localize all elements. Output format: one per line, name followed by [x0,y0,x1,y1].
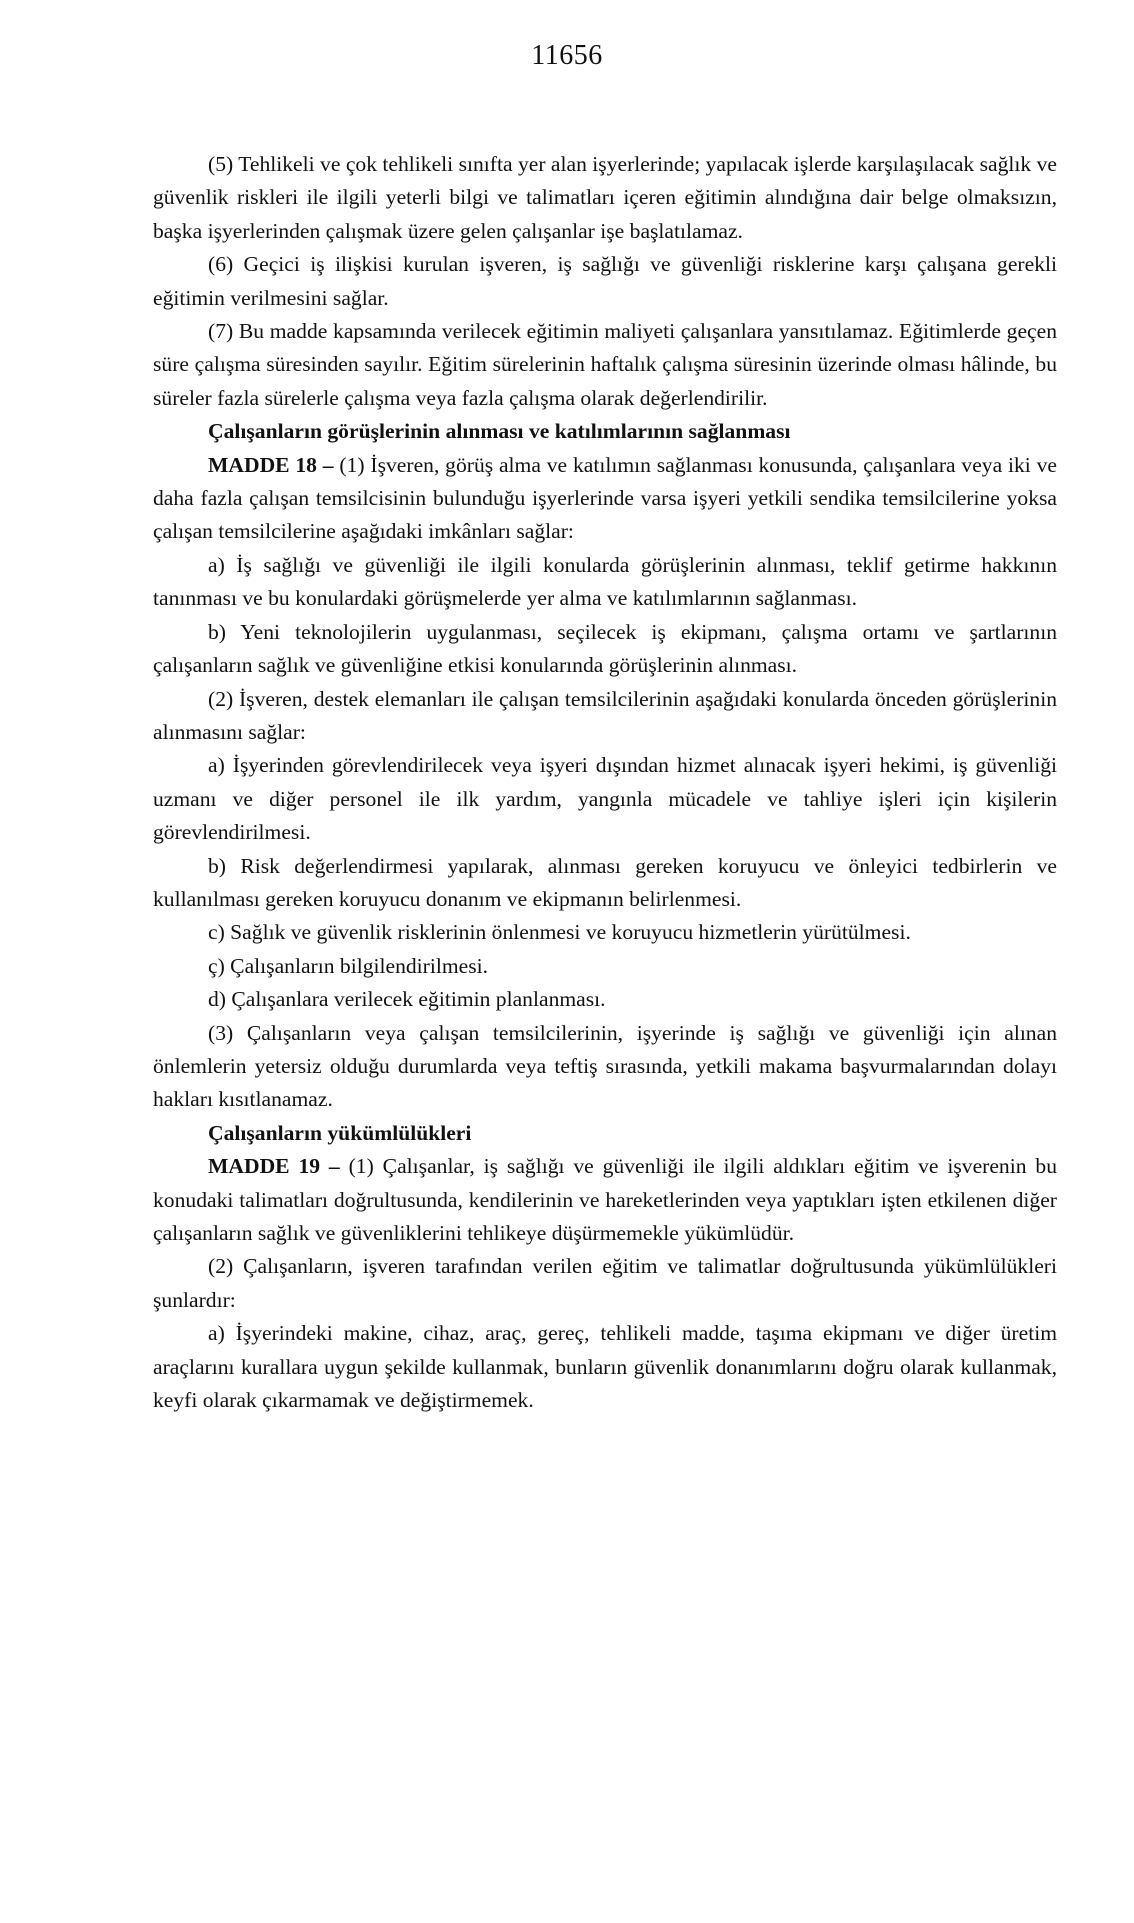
paragraph-text: (5) Tehlikeli ve çok tehlikeli sınıfta yer alan işyerlerinde; yapılacak işlerde karşılaşılacak sağlık ve güvenlik riskleri ile ilgili yeterli bilgi ve talimatları içeren eğitimin alındığına dair belge olmaksızın, başka işyerlerinden çalışmak üzere gelen çalışanlar işe başlatılamaz. [153,152,1057,243]
article-label: MADDE 18 – [208,452,334,477]
paragraph [153,916,1057,949]
paragraph [153,449,1057,549]
paragraph-text: d) Çalışanlara verilecek eğitimin planlanması. [208,987,606,1012]
paragraph-text: (1) Çalışanlar, iş sağlığı ve güvenliği ile ilgili aldıkları eğitim ve işverenin bu konudaki talimatları doğrultusunda, kendilerinin ve hareketlerinden veya yaptıkları işten etkilenen diğer çalışanların sağlık ve güvenliklerini tehlikeye düşürmemekle yükümlüdür. [153,1154,1058,1245]
paragraph-text: (2) İşveren, destek elemanları ile çalışan temsilcilerinin aşağıdaki konularda önceden görüşlerinin alınmasını sağlar: [153,686,1057,744]
paragraph-text: (2) Çalışanların, işveren tarafından verilen eğitim ve talimatlar doğrultusunda yükümlülükleri şunlardır: [153,1254,1057,1312]
paragraph [153,148,1057,248]
paragraph-text: (6) Geçici iş ilişkisi kurulan işveren, iş sağlığı ve güvenliği risklerine karşı çalışana gerekli eğitimin verilmesini sağlar. [153,252,1057,310]
paragraph [153,315,1057,415]
paragraph-text: (7) Bu madde kapsamında verilecek eğitimin maliyeti çalışanlara yansıtılamaz. Eğitimlerde geçen süre çalışma süresinden sayılır. Eğitim sürelerinin haftalık çalışma süresinin üzerinde olması hâlinde, bu süreler fazla sürelerle çalışma veya fazla çalışma olarak değerlendirilir. [153,319,1057,410]
article-label: MADDE 19 – [208,1154,340,1179]
paragraph-text: b) Yeni teknolojilerin uygulanması, seçilecek iş ekipmanı, çalışma ortamı ve şartlarının çalışanların sağlık ve güvenliğine etkisi konularında görüşlerinin alınması. [153,619,1057,678]
paragraph [153,983,1057,1016]
paragraph [153,1250,1057,1317]
paragraph-text: a) İşyerinden görevlendirilecek veya işyeri dışından hizmet alınacak işyeri hekimi, iş güvenliği uzmanı ve diğer personel ile ilk yardım, yangınla mücadele ve tahliye işleri için kişilerin görevlendirilmesi. [153,753,1057,845]
paragraph [153,749,1057,849]
paragraph [153,850,1057,917]
paragraph [153,248,1057,315]
paragraph-text: b) Risk değerlendirmesi yapılarak, alınması gereken koruyucu ve önleyici tedbirlerin ve kullanılması gereken koruyucu donanım ve ekipmanın belirlenmesi. [153,853,1057,911]
paragraph-text: (3) Çalışanların veya çalışan temsilcilerinin, işyerinde iş sağlığı ve güvenliği için alınan önlemlerin yetersiz olduğu durumlarda veya teftiş sırasında, yetkili makama başvurmalarından dolayı hakları kısıtlanamaz. [153,1020,1057,1112]
paragraph-text: a) İş sağlığı ve güvenliği ile ilgili konularda görüşlerinin alınması, teklif getirme hakkının tanınması ve bu konulardaki görüşmelerde yer alma ve katılımlarının sağlanması. [153,552,1057,611]
paragraph [153,1150,1057,1250]
paragraph-text: c) Sağlık ve güvenlik risklerinin önlenmesi ve koruyucu hizmetlerin yürütülmesi. [208,920,911,945]
paragraph [153,616,1057,683]
page-number: 11656 [531,40,603,71]
section-heading-text: Çalışanların yükümlülükleri [208,1120,472,1145]
paragraph [153,1317,1057,1417]
section-heading [153,415,1057,448]
paragraph-text: (1) İşveren, görüş alma ve katılımın sağlanması konusunda, çalışanlara veya iki ve daha fazla çalışan temsilcisinin bulunduğu işyerlerinde varsa işyeri yetkili sendika temsilcilerine yoksa çalışan temsilcilerine aşağıdaki imkânları sağlar: [153,452,1057,544]
paragraph [153,1017,1057,1117]
document-body [153,148,1057,1417]
paragraph [153,950,1057,983]
paragraph-text: ç) Çalışanların bilgilendirilmesi. [208,953,489,978]
section-heading-text: Çalışanların görüşlerinin alınması ve katılımlarının sağlanması [208,419,791,444]
section-heading [153,1117,1057,1150]
paragraph [153,683,1057,750]
paragraph-text: a) İşyerindeki makine, cihaz, araç, gereç, tehlikeli madde, taşıma ekipmanı ve diğer üretim araçlarını kurallara uygun şekilde kullanmak, bunların güvenlik donanımlarını doğru olarak kullanmak, keyfi olarak çıkarmamak ve değiştirmemek. [153,1321,1057,1413]
paragraph [153,549,1057,616]
